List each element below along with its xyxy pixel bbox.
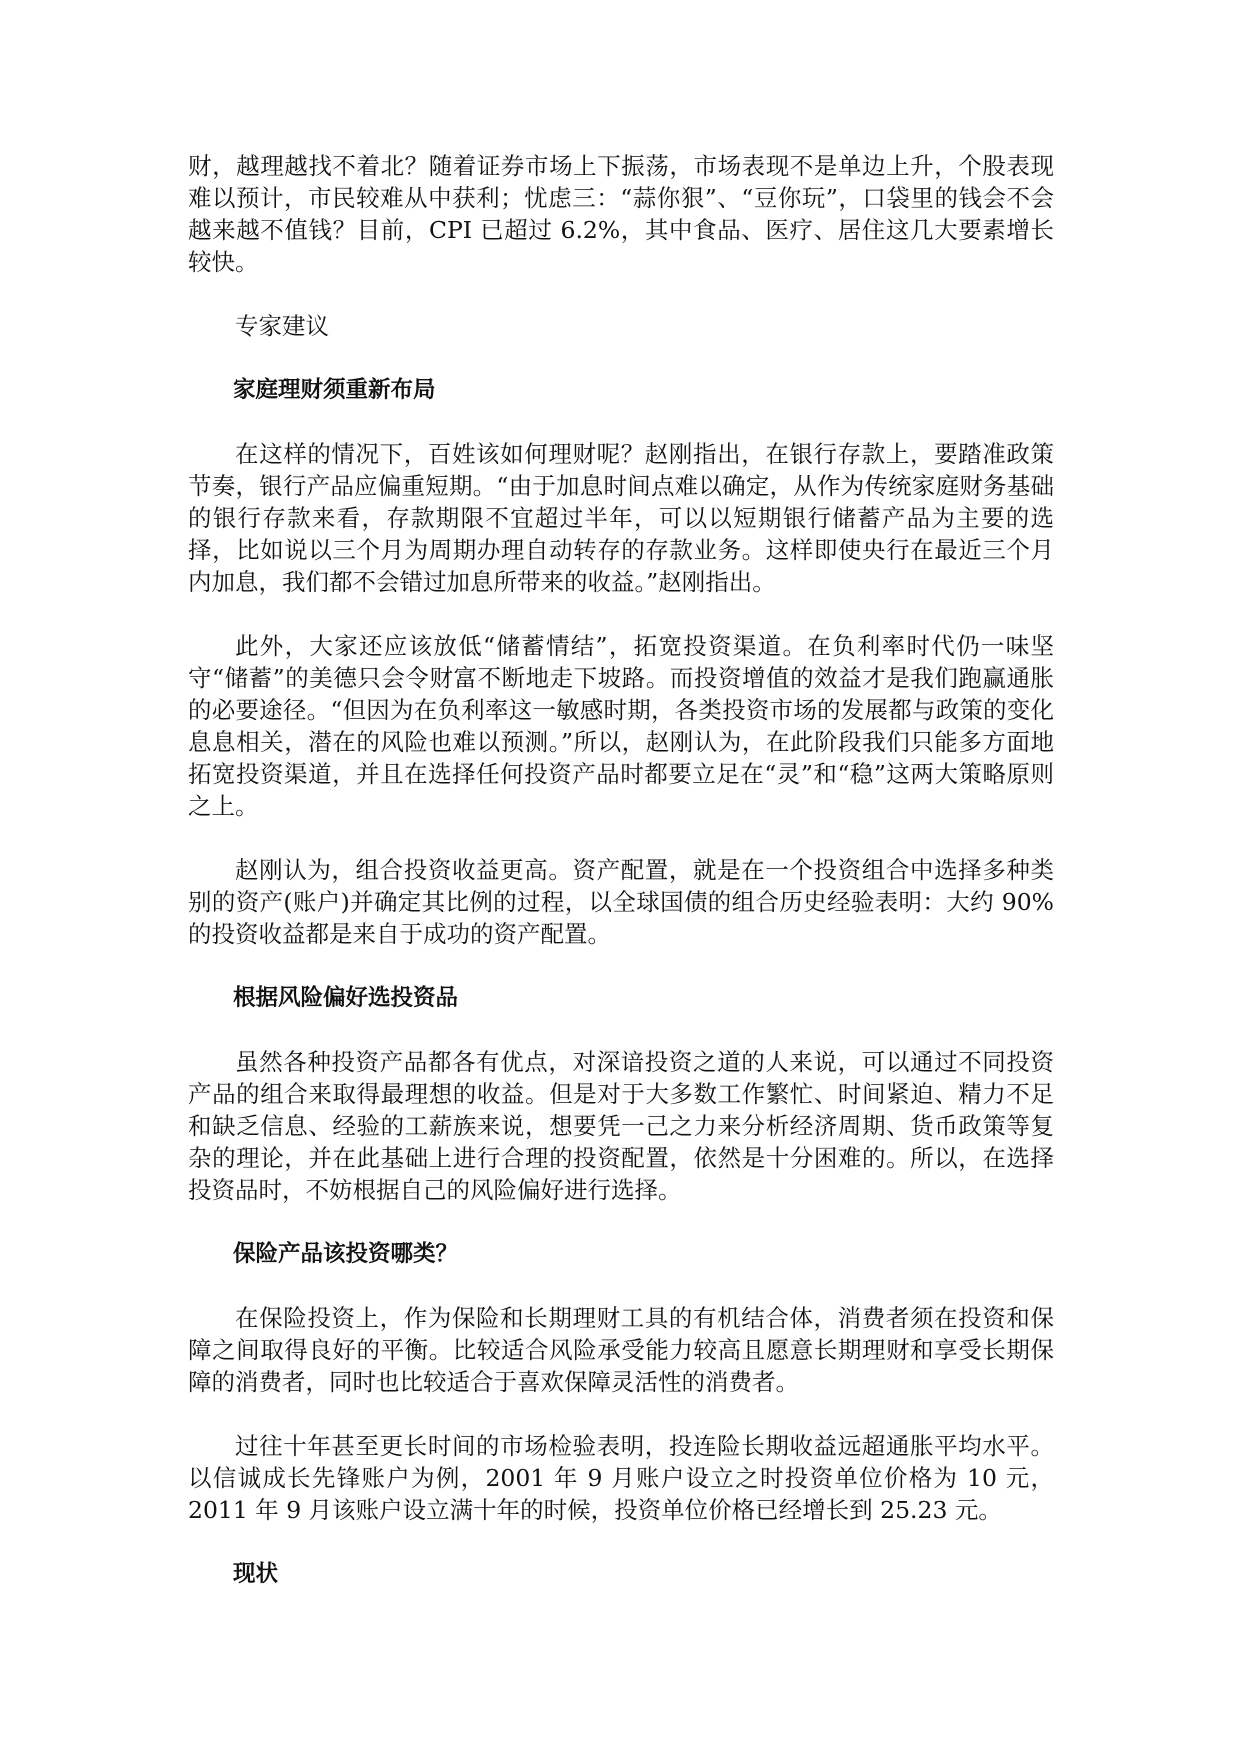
section-heading-expert-advice: 专家建议 bbox=[235, 312, 329, 340]
paragraph-concerns: 财，越理越找不着北？随着证券市场上下振荡，市场表现不是单边上升，个股表现难以预计，市民较难从中获利；忧虑三：“蒜你狠”、“豆你玩”，口袋里的钱会不会越来越不值钱？目前，CPI 已超过 6.2%，其中食品、医疗、居住这几大要素增长较快。 bbox=[188, 152, 1054, 276]
paragraph-insurance-balance: 在保险投资上，作为保险和长期理财工具的有机结合体，消费者须在投资和保障之间取得良好的平衡。比较适合风险承受能力较高且愿意长期理财和享受长期保障的消费者，同时也比较适合于喜欢保障灵活性的消费者。 bbox=[188, 1304, 1054, 1396]
paragraph-asset-allocation: 赵刚认为，组合投资收益更高。资产配置，就是在一个投资组合中选择多种类别的资产(账户)并确定其比例的过程，以全球国债的组合历史经验表明：大约 90%的投资收益都是来自于成功的资产配置。 bbox=[188, 856, 1054, 948]
section-heading-insurance: 保险产品该投资哪类？ bbox=[233, 1241, 459, 1267]
document-body bbox=[188, 150, 1054, 1622]
section-heading-risk-preference: 根据风险偏好选投资品 bbox=[233, 985, 459, 1011]
paragraph-bank-deposits: 在这样的情况下，百姓该如何理财呢？赵刚指出，在银行存款上，要踏准政策节奏，银行产品应偏重短期。“由于加息时间点难以确定，从作为传统家庭财务基础的银行存款来看，存款期限不宜超过半年，可以以短期银行储蓄产品为主要的选择，比如说以三个月为周期办理自动转存的存款业务。这样即使央行在最近三个月内加息，我们都不会错过加息所带来的收益。”赵刚指出。 bbox=[188, 440, 1054, 596]
section-heading-status: 现状 bbox=[233, 1561, 279, 1587]
section-heading-family-finance: 家庭理财须重新布局 bbox=[233, 377, 436, 403]
paragraph-investment-channels: 此外，大家还应该放低“储蓄情结”，拓宽投资渠道。在负利率时代仍一味坚守“储蓄”的美德只会令财富不断地走下坡路。而投资增值的效益才是我们跑赢通胀的必要途径。“但因为在负利率这一敏感时期，各类投资市场的发展都与政策的变化息息相关，潜在的风险也难以预测。”所以，赵刚认为，在此阶段我们只能多方面地拓宽投资渠道，并且在选择任何投资产品时都要立足在“灵”和“稳”这两大策略原则之上。 bbox=[188, 632, 1054, 820]
paragraph-investment-linked-returns: 过往十年甚至更长时间的市场检验表明，投连险长期收益远超通胀平均水平。以信诚成长先锋账户为例，2001 年 9 月账户设立之时投资单位价格为 10 元，2011 年 9 月该账户设立满十年的时候，投资单位价格已经增长到 25.23 元。 bbox=[188, 1432, 1054, 1524]
paragraph-risk-preference: 虽然各种投资产品都各有优点，对深谙投资之道的人来说，可以通过不同投资产品的组合来取得最理想的收益。但是对于大多数工作繁忙、时间紧迫、精力不足和缺乏信息、经验的工薪族来说，想要凭一己之力来分析经济周期、货币政策等复杂的理论，并在此基础上进行合理的投资配置，依然是十分困难的。所以，在选择投资品时，不妨根据自己的风险偏好进行选择。 bbox=[188, 1048, 1054, 1204]
